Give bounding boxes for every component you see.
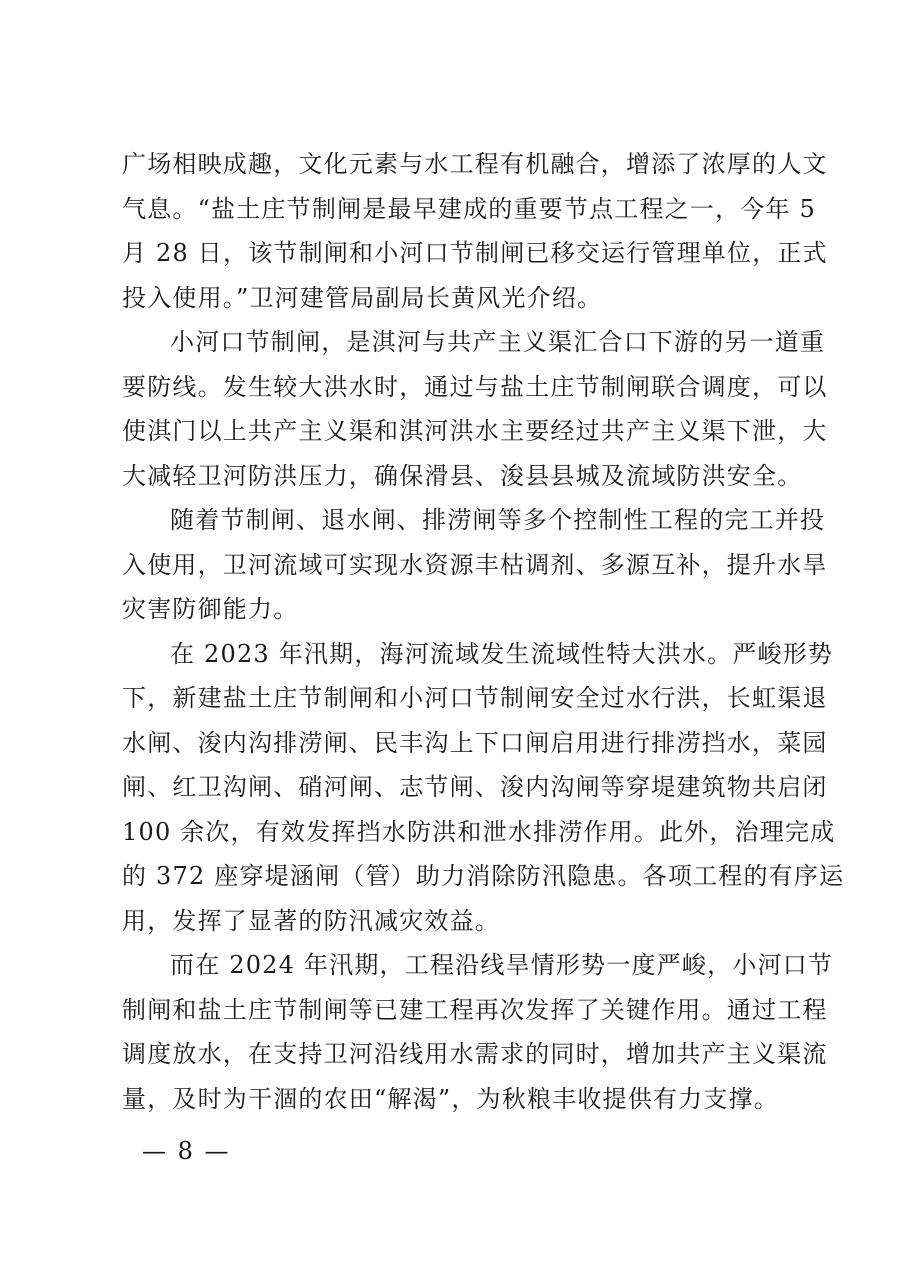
text-line: 量，及时为干涸的农田“解渴”，为秋粮丰收提供有力支撑。 <box>122 1084 779 1113</box>
text-line: 气息。“盐土庄节制闸是最早建成的重要节点工程之一，今年 5 <box>122 194 816 223</box>
text-line: 水闸、浚内沟排涝闸、民丰沟上下口闸启用进行排涝挡水，菜园 <box>122 728 828 757</box>
paragraph-first-line: 随着节制闸、退水闸、排涝闸等多个控制性工程的完工并投 <box>170 506 826 534</box>
text-line: 的 372 座穿堤涵闸（管）助力消除防汛隐患。各项工程的有序运 <box>122 862 845 890</box>
text-line: 灾害防御能力。 <box>122 595 299 623</box>
text-line: 投入使用。”卫河建管局副局长黄风光介绍。 <box>122 283 603 312</box>
text-line: 用，发挥了显著的防汛减灾效益。 <box>122 906 500 935</box>
text-line: 制闸和盐土庄节制闸等已建工程再次发挥了关键作用。通过工程 <box>122 995 828 1024</box>
text-line: 要防线。发生较大洪水时，通过与盐土庄节制闸联合调度，可以 <box>122 372 828 401</box>
text-line: 100 余次，有效发挥挡水防洪和泄水排涝作用。此外，治理完成 <box>122 817 836 846</box>
paragraph-first-line: 小河口节制闸，是淇河与共产主义渠汇合口下游的另一道重 <box>170 328 826 356</box>
text-line: 入使用，卫河流域可实现水资源丰枯调剂、多源互补，提升水旱 <box>122 550 828 579</box>
body-text <box>122 142 845 1121</box>
paragraph-first-line: 而在 2024 年汛期，工程沿线旱情形势一度严峻，小河口节 <box>170 951 834 979</box>
text-line: 调度放水，在支持卫河沿线用水需求的同时，增加共产主义渠流 <box>122 1040 828 1068</box>
paragraph-first-line: 在 2023 年汛期，海河流域发生流域性特大洪水。严峻形势 <box>170 639 834 668</box>
text-line: 广场相映成趣，文化元素与水工程有机融合，增添了浓厚的人文 <box>122 150 828 178</box>
text-line: 大减轻卫河防洪压力，确保滑县、浚县县城及流域防洪安全。 <box>122 461 803 490</box>
text-line: 月 28 日，该节制闸和小河口节制闸已移交运行管理单位，正式 <box>122 239 828 267</box>
text-line: 闸、红卫沟闸、硝河闸、志节闸、浚内沟闸等穿堤建筑物共启闭 <box>122 773 828 801</box>
text-line: 使淇门以上共产主义渠和淇河洪水主要经过共产主义渠下泄，大 <box>122 417 828 445</box>
page-number: — 8 — <box>142 1137 231 1165</box>
text-line: 下，新建盐土庄节制闸和小河口节制闸安全过水行洪，长虹渠退 <box>122 684 828 712</box>
